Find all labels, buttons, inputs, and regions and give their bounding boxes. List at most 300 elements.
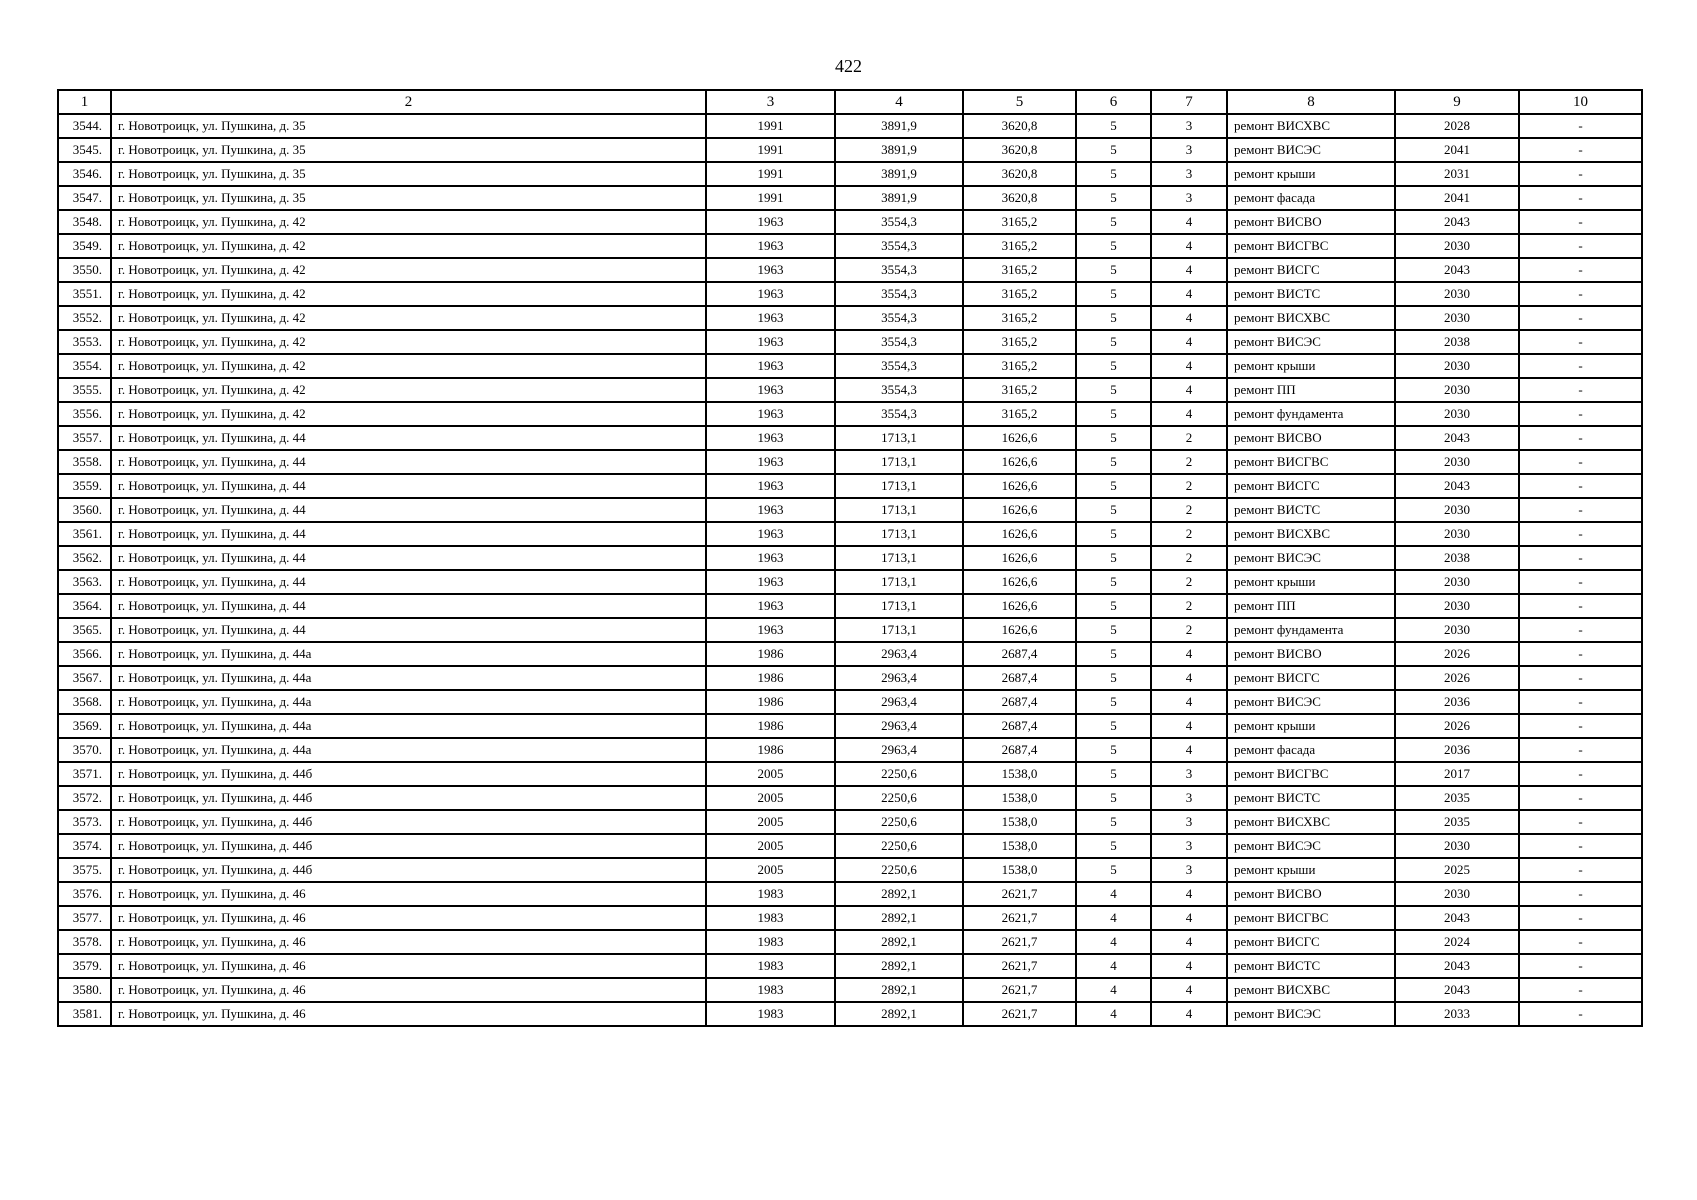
planned-year-cell: 2043 bbox=[1395, 954, 1519, 978]
floors-cell: 5 bbox=[1076, 522, 1151, 546]
living-area-cell: 3620,8 bbox=[963, 162, 1076, 186]
planned-year-cell: 2038 bbox=[1395, 546, 1519, 570]
table-row bbox=[58, 546, 1642, 570]
entrances-cell: 4 bbox=[1151, 690, 1227, 714]
year-built-cell: 1983 bbox=[706, 930, 835, 954]
table-body bbox=[58, 114, 1642, 1026]
table-row bbox=[58, 330, 1642, 354]
planned-year-cell: 2030 bbox=[1395, 282, 1519, 306]
year-built-cell: 1986 bbox=[706, 738, 835, 762]
living-area-cell: 1538,0 bbox=[963, 786, 1076, 810]
column-header: 1 bbox=[58, 90, 111, 114]
address-cell: г. Новотроицк, ул. Пушкина, д. 44 bbox=[111, 522, 706, 546]
table-row bbox=[58, 906, 1642, 930]
living-area-cell: 1626,6 bbox=[963, 594, 1076, 618]
floors-cell: 5 bbox=[1076, 642, 1151, 666]
row-number-cell: 3551. bbox=[58, 282, 111, 306]
work-type-cell: ремонт ВИСЭС bbox=[1227, 546, 1395, 570]
entrances-cell: 2 bbox=[1151, 522, 1227, 546]
entrances-cell: 4 bbox=[1151, 402, 1227, 426]
total-area-cell: 1713,1 bbox=[835, 450, 963, 474]
entrances-cell: 2 bbox=[1151, 474, 1227, 498]
entrances-cell: 2 bbox=[1151, 570, 1227, 594]
work-type-cell: ремонт крыши bbox=[1227, 570, 1395, 594]
work-type-cell: ремонт ВИСТС bbox=[1227, 498, 1395, 522]
address-cell: г. Новотроицк, ул. Пушкина, д. 46 bbox=[111, 954, 706, 978]
total-area-cell: 2892,1 bbox=[835, 882, 963, 906]
row-number-cell: 3579. bbox=[58, 954, 111, 978]
total-area-cell: 2250,6 bbox=[835, 834, 963, 858]
floors-cell: 5 bbox=[1076, 666, 1151, 690]
total-area-cell: 3554,3 bbox=[835, 258, 963, 282]
row-number-cell: 3577. bbox=[58, 906, 111, 930]
entrances-cell: 4 bbox=[1151, 378, 1227, 402]
entrances-cell: 3 bbox=[1151, 858, 1227, 882]
year-built-cell: 2005 bbox=[706, 858, 835, 882]
entrances-cell: 2 bbox=[1151, 450, 1227, 474]
living-area-cell: 1626,6 bbox=[963, 618, 1076, 642]
total-area-cell: 3554,3 bbox=[835, 306, 963, 330]
floors-cell: 5 bbox=[1076, 738, 1151, 762]
table-row bbox=[58, 642, 1642, 666]
floors-cell: 5 bbox=[1076, 234, 1151, 258]
living-area-cell: 3165,2 bbox=[963, 402, 1076, 426]
total-area-cell: 2892,1 bbox=[835, 954, 963, 978]
address-cell: г. Новотроицк, ул. Пушкина, д. 35 bbox=[111, 186, 706, 210]
planned-year-cell: 2041 bbox=[1395, 186, 1519, 210]
work-type-cell: ремонт фасада bbox=[1227, 186, 1395, 210]
entrances-cell: 4 bbox=[1151, 882, 1227, 906]
year-built-cell: 1983 bbox=[706, 1002, 835, 1026]
row-number-cell: 3564. bbox=[58, 594, 111, 618]
note-cell: - bbox=[1519, 258, 1642, 282]
floors-cell: 5 bbox=[1076, 426, 1151, 450]
planned-year-cell: 2043 bbox=[1395, 210, 1519, 234]
row-number-cell: 3558. bbox=[58, 450, 111, 474]
living-area-cell: 1538,0 bbox=[963, 810, 1076, 834]
note-cell: - bbox=[1519, 906, 1642, 930]
row-number-cell: 3567. bbox=[58, 666, 111, 690]
floors-cell: 5 bbox=[1076, 330, 1151, 354]
work-type-cell: ремонт ВИСГС bbox=[1227, 474, 1395, 498]
planned-year-cell: 2030 bbox=[1395, 618, 1519, 642]
address-cell: г. Новотроицк, ул. Пушкина, д. 44 bbox=[111, 498, 706, 522]
note-cell: - bbox=[1519, 834, 1642, 858]
header-row bbox=[58, 90, 1642, 114]
floors-cell: 5 bbox=[1076, 402, 1151, 426]
entrances-cell: 2 bbox=[1151, 618, 1227, 642]
note-cell: - bbox=[1519, 714, 1642, 738]
row-number-cell: 3545. bbox=[58, 138, 111, 162]
work-type-cell: ремонт крыши bbox=[1227, 714, 1395, 738]
living-area-cell: 1626,6 bbox=[963, 474, 1076, 498]
entrances-cell: 4 bbox=[1151, 306, 1227, 330]
living-area-cell: 2621,7 bbox=[963, 882, 1076, 906]
work-type-cell: ремонт ВИСХВС bbox=[1227, 114, 1395, 138]
floors-cell: 5 bbox=[1076, 210, 1151, 234]
table-row bbox=[58, 378, 1642, 402]
entrances-cell: 4 bbox=[1151, 234, 1227, 258]
page-number: 422 bbox=[835, 56, 862, 76]
total-area-cell: 2250,6 bbox=[835, 786, 963, 810]
address-cell: г. Новотроицк, ул. Пушкина, д. 44а bbox=[111, 690, 706, 714]
address-cell: г. Новотроицк, ул. Пушкина, д. 42 bbox=[111, 258, 706, 282]
row-number-cell: 3576. bbox=[58, 882, 111, 906]
total-area-cell: 3554,3 bbox=[835, 378, 963, 402]
entrances-cell: 4 bbox=[1151, 714, 1227, 738]
total-area-cell: 3891,9 bbox=[835, 114, 963, 138]
total-area-cell: 3554,3 bbox=[835, 354, 963, 378]
planned-year-cell: 2030 bbox=[1395, 882, 1519, 906]
note-cell: - bbox=[1519, 666, 1642, 690]
planned-year-cell: 2026 bbox=[1395, 714, 1519, 738]
floors-cell: 4 bbox=[1076, 978, 1151, 1002]
year-built-cell: 2005 bbox=[706, 810, 835, 834]
address-cell: г. Новотроицк, ул. Пушкина, д. 44 bbox=[111, 618, 706, 642]
floors-cell: 5 bbox=[1076, 186, 1151, 210]
column-header: 7 bbox=[1151, 90, 1227, 114]
planned-year-cell: 2038 bbox=[1395, 330, 1519, 354]
work-type-cell: ремонт крыши bbox=[1227, 354, 1395, 378]
work-type-cell: ремонт ВИСХВС bbox=[1227, 978, 1395, 1002]
row-number-cell: 3565. bbox=[58, 618, 111, 642]
living-area-cell: 2687,4 bbox=[963, 666, 1076, 690]
planned-year-cell: 2043 bbox=[1395, 258, 1519, 282]
year-built-cell: 2005 bbox=[706, 762, 835, 786]
year-built-cell: 1991 bbox=[706, 186, 835, 210]
planned-year-cell: 2026 bbox=[1395, 666, 1519, 690]
entrances-cell: 3 bbox=[1151, 114, 1227, 138]
total-area-cell: 3891,9 bbox=[835, 162, 963, 186]
row-number-cell: 3557. bbox=[58, 426, 111, 450]
note-cell: - bbox=[1519, 378, 1642, 402]
year-built-cell: 1986 bbox=[706, 714, 835, 738]
planned-year-cell: 2017 bbox=[1395, 762, 1519, 786]
table-row bbox=[58, 282, 1642, 306]
entrances-cell: 3 bbox=[1151, 786, 1227, 810]
total-area-cell: 3554,3 bbox=[835, 234, 963, 258]
living-area-cell: 2621,7 bbox=[963, 954, 1076, 978]
note-cell: - bbox=[1519, 282, 1642, 306]
row-number-cell: 3547. bbox=[58, 186, 111, 210]
address-cell: г. Новотроицк, ул. Пушкина, д. 44 bbox=[111, 426, 706, 450]
note-cell: - bbox=[1519, 570, 1642, 594]
entrances-cell: 4 bbox=[1151, 210, 1227, 234]
planned-year-cell: 2025 bbox=[1395, 858, 1519, 882]
total-area-cell: 2250,6 bbox=[835, 810, 963, 834]
living-area-cell: 3165,2 bbox=[963, 282, 1076, 306]
work-type-cell: ремонт ПП bbox=[1227, 378, 1395, 402]
planned-year-cell: 2041 bbox=[1395, 138, 1519, 162]
year-built-cell: 1991 bbox=[706, 162, 835, 186]
work-type-cell: ремонт ВИСГВС bbox=[1227, 906, 1395, 930]
note-cell: - bbox=[1519, 930, 1642, 954]
entrances-cell: 3 bbox=[1151, 834, 1227, 858]
floors-cell: 5 bbox=[1076, 498, 1151, 522]
note-cell: - bbox=[1519, 810, 1642, 834]
note-cell: - bbox=[1519, 642, 1642, 666]
row-number-cell: 3549. bbox=[58, 234, 111, 258]
planned-year-cell: 2035 bbox=[1395, 810, 1519, 834]
total-area-cell: 2963,4 bbox=[835, 666, 963, 690]
address-cell: г. Новотроицк, ул. Пушкина, д. 44б bbox=[111, 810, 706, 834]
entrances-cell: 2 bbox=[1151, 546, 1227, 570]
row-number-cell: 3554. bbox=[58, 354, 111, 378]
work-type-cell: ремонт ВИСЭС bbox=[1227, 834, 1395, 858]
planned-year-cell: 2035 bbox=[1395, 786, 1519, 810]
living-area-cell: 2687,4 bbox=[963, 690, 1076, 714]
year-built-cell: 1963 bbox=[706, 210, 835, 234]
total-area-cell: 1713,1 bbox=[835, 570, 963, 594]
year-built-cell: 2005 bbox=[706, 786, 835, 810]
address-cell: г. Новотроицк, ул. Пушкина, д. 44 bbox=[111, 570, 706, 594]
total-area-cell: 1713,1 bbox=[835, 546, 963, 570]
address-cell: г. Новотроицк, ул. Пушкина, д. 42 bbox=[111, 306, 706, 330]
address-cell: г. Новотроицк, ул. Пушкина, д. 44 bbox=[111, 594, 706, 618]
year-built-cell: 1963 bbox=[706, 546, 835, 570]
column-header: 10 bbox=[1519, 90, 1642, 114]
planned-year-cell: 2030 bbox=[1395, 378, 1519, 402]
floors-cell: 4 bbox=[1076, 906, 1151, 930]
total-area-cell: 2963,4 bbox=[835, 738, 963, 762]
floors-cell: 5 bbox=[1076, 450, 1151, 474]
note-cell: - bbox=[1519, 138, 1642, 162]
note-cell: - bbox=[1519, 354, 1642, 378]
row-number-cell: 3570. bbox=[58, 738, 111, 762]
entrances-cell: 3 bbox=[1151, 162, 1227, 186]
entrances-cell: 4 bbox=[1151, 330, 1227, 354]
note-cell: - bbox=[1519, 450, 1642, 474]
planned-year-cell: 2036 bbox=[1395, 690, 1519, 714]
row-number-cell: 3550. bbox=[58, 258, 111, 282]
address-cell: г. Новотроицк, ул. Пушкина, д. 42 bbox=[111, 210, 706, 234]
row-number-cell: 3560. bbox=[58, 498, 111, 522]
planned-year-cell: 2036 bbox=[1395, 738, 1519, 762]
work-type-cell: ремонт ВИСЭС bbox=[1227, 330, 1395, 354]
year-built-cell: 1963 bbox=[706, 258, 835, 282]
total-area-cell: 2892,1 bbox=[835, 906, 963, 930]
note-cell: - bbox=[1519, 762, 1642, 786]
year-built-cell: 1983 bbox=[706, 906, 835, 930]
total-area-cell: 1713,1 bbox=[835, 594, 963, 618]
entrances-cell: 4 bbox=[1151, 258, 1227, 282]
table-row bbox=[58, 762, 1642, 786]
note-cell: - bbox=[1519, 402, 1642, 426]
note-cell: - bbox=[1519, 522, 1642, 546]
table-row bbox=[58, 114, 1642, 138]
floors-cell: 5 bbox=[1076, 114, 1151, 138]
work-type-cell: ремонт ПП bbox=[1227, 594, 1395, 618]
floors-cell: 5 bbox=[1076, 810, 1151, 834]
note-cell: - bbox=[1519, 882, 1642, 906]
row-number-cell: 3546. bbox=[58, 162, 111, 186]
living-area-cell: 3620,8 bbox=[963, 138, 1076, 162]
floors-cell: 5 bbox=[1076, 258, 1151, 282]
table-row bbox=[58, 426, 1642, 450]
living-area-cell: 2687,4 bbox=[963, 738, 1076, 762]
row-number-cell: 3575. bbox=[58, 858, 111, 882]
entrances-cell: 3 bbox=[1151, 810, 1227, 834]
floors-cell: 5 bbox=[1076, 690, 1151, 714]
table-row bbox=[58, 354, 1642, 378]
row-number-cell: 3581. bbox=[58, 1002, 111, 1026]
living-area-cell: 2621,7 bbox=[963, 930, 1076, 954]
note-cell: - bbox=[1519, 426, 1642, 450]
entrances-cell: 4 bbox=[1151, 642, 1227, 666]
table-row bbox=[58, 690, 1642, 714]
entrances-cell: 3 bbox=[1151, 762, 1227, 786]
year-built-cell: 1986 bbox=[706, 666, 835, 690]
table-row bbox=[58, 858, 1642, 882]
planned-year-cell: 2030 bbox=[1395, 834, 1519, 858]
year-built-cell: 1963 bbox=[706, 618, 835, 642]
address-cell: г. Новотроицк, ул. Пушкина, д. 42 bbox=[111, 402, 706, 426]
note-cell: - bbox=[1519, 690, 1642, 714]
total-area-cell: 2250,6 bbox=[835, 762, 963, 786]
work-type-cell: ремонт фасада bbox=[1227, 738, 1395, 762]
planned-year-cell: 2033 bbox=[1395, 1002, 1519, 1026]
column-header: 5 bbox=[963, 90, 1076, 114]
column-header: 2 bbox=[111, 90, 706, 114]
floors-cell: 5 bbox=[1076, 594, 1151, 618]
floors-cell: 5 bbox=[1076, 282, 1151, 306]
work-type-cell: ремонт ВИСВО bbox=[1227, 210, 1395, 234]
entrances-cell: 4 bbox=[1151, 978, 1227, 1002]
floors-cell: 5 bbox=[1076, 162, 1151, 186]
year-built-cell: 1963 bbox=[706, 594, 835, 618]
address-cell: г. Новотроицк, ул. Пушкина, д. 46 bbox=[111, 882, 706, 906]
entrances-cell: 4 bbox=[1151, 282, 1227, 306]
planned-year-cell: 2026 bbox=[1395, 642, 1519, 666]
total-area-cell: 1713,1 bbox=[835, 498, 963, 522]
planned-year-cell: 2030 bbox=[1395, 402, 1519, 426]
planned-year-cell: 2030 bbox=[1395, 570, 1519, 594]
address-cell: г. Новотроицк, ул. Пушкина, д. 35 bbox=[111, 162, 706, 186]
total-area-cell: 1713,1 bbox=[835, 474, 963, 498]
floors-cell: 4 bbox=[1076, 1002, 1151, 1026]
total-area-cell: 3891,9 bbox=[835, 186, 963, 210]
year-built-cell: 1963 bbox=[706, 282, 835, 306]
work-type-cell: ремонт ВИСХВС bbox=[1227, 306, 1395, 330]
note-cell: - bbox=[1519, 474, 1642, 498]
note-cell: - bbox=[1519, 306, 1642, 330]
row-number-cell: 3559. bbox=[58, 474, 111, 498]
work-type-cell: ремонт ВИСХВС bbox=[1227, 810, 1395, 834]
address-cell: г. Новотроицк, ул. Пушкина, д. 44б bbox=[111, 834, 706, 858]
total-area-cell: 3891,9 bbox=[835, 138, 963, 162]
table-row bbox=[58, 666, 1642, 690]
work-type-cell: ремонт ВИСГС bbox=[1227, 666, 1395, 690]
work-type-cell: ремонт крыши bbox=[1227, 858, 1395, 882]
work-type-cell: ремонт ВИСГС bbox=[1227, 930, 1395, 954]
table-row bbox=[58, 474, 1642, 498]
note-cell: - bbox=[1519, 738, 1642, 762]
note-cell: - bbox=[1519, 858, 1642, 882]
year-built-cell: 1983 bbox=[706, 882, 835, 906]
entrances-cell: 4 bbox=[1151, 354, 1227, 378]
living-area-cell: 1538,0 bbox=[963, 858, 1076, 882]
floors-cell: 5 bbox=[1076, 834, 1151, 858]
table-row bbox=[58, 594, 1642, 618]
entrances-cell: 4 bbox=[1151, 738, 1227, 762]
planned-year-cell: 2043 bbox=[1395, 978, 1519, 1002]
column-header: 9 bbox=[1395, 90, 1519, 114]
note-cell: - bbox=[1519, 114, 1642, 138]
living-area-cell: 2687,4 bbox=[963, 642, 1076, 666]
floors-cell: 5 bbox=[1076, 714, 1151, 738]
address-cell: г. Новотроицк, ул. Пушкина, д. 35 bbox=[111, 114, 706, 138]
total-area-cell: 1713,1 bbox=[835, 426, 963, 450]
living-area-cell: 1538,0 bbox=[963, 762, 1076, 786]
living-area-cell: 1626,6 bbox=[963, 498, 1076, 522]
work-type-cell: ремонт ВИСВО bbox=[1227, 642, 1395, 666]
row-number-cell: 3572. bbox=[58, 786, 111, 810]
table-row bbox=[58, 498, 1642, 522]
year-built-cell: 2005 bbox=[706, 834, 835, 858]
planned-year-cell: 2043 bbox=[1395, 906, 1519, 930]
year-built-cell: 1963 bbox=[706, 474, 835, 498]
table-row bbox=[58, 162, 1642, 186]
total-area-cell: 3554,3 bbox=[835, 330, 963, 354]
year-built-cell: 1963 bbox=[706, 378, 835, 402]
work-type-cell: ремонт ВИСХВС bbox=[1227, 522, 1395, 546]
row-number-cell: 3568. bbox=[58, 690, 111, 714]
note-cell: - bbox=[1519, 162, 1642, 186]
address-cell: г. Новотроицк, ул. Пушкина, д. 44 bbox=[111, 450, 706, 474]
row-number-cell: 3578. bbox=[58, 930, 111, 954]
floors-cell: 5 bbox=[1076, 618, 1151, 642]
planned-year-cell: 2043 bbox=[1395, 426, 1519, 450]
column-header: 6 bbox=[1076, 90, 1151, 114]
living-area-cell: 3620,8 bbox=[963, 114, 1076, 138]
entrances-cell: 4 bbox=[1151, 666, 1227, 690]
note-cell: - bbox=[1519, 186, 1642, 210]
floors-cell: 5 bbox=[1076, 138, 1151, 162]
address-cell: г. Новотроицк, ул. Пушкина, д. 46 bbox=[111, 930, 706, 954]
note-cell: - bbox=[1519, 1002, 1642, 1026]
row-number-cell: 3569. bbox=[58, 714, 111, 738]
work-type-cell: ремонт ВИСТС bbox=[1227, 282, 1395, 306]
planned-year-cell: 2030 bbox=[1395, 498, 1519, 522]
entrances-cell: 2 bbox=[1151, 498, 1227, 522]
total-area-cell: 1713,1 bbox=[835, 618, 963, 642]
planned-year-cell: 2031 bbox=[1395, 162, 1519, 186]
work-type-cell: ремонт ВИСГС bbox=[1227, 258, 1395, 282]
repair-schedule-table bbox=[57, 89, 1643, 1027]
living-area-cell: 2621,7 bbox=[963, 906, 1076, 930]
table-row bbox=[58, 714, 1642, 738]
planned-year-cell: 2028 bbox=[1395, 114, 1519, 138]
row-number-cell: 3580. bbox=[58, 978, 111, 1002]
row-number-cell: 3553. bbox=[58, 330, 111, 354]
floors-cell: 5 bbox=[1076, 570, 1151, 594]
table-row bbox=[58, 138, 1642, 162]
total-area-cell: 3554,3 bbox=[835, 210, 963, 234]
address-cell: г. Новотроицк, ул. Пушкина, д. 46 bbox=[111, 978, 706, 1002]
year-built-cell: 1963 bbox=[706, 354, 835, 378]
table-row bbox=[58, 882, 1642, 906]
work-type-cell: ремонт ВИСЭС bbox=[1227, 1002, 1395, 1026]
note-cell: - bbox=[1519, 786, 1642, 810]
note-cell: - bbox=[1519, 954, 1642, 978]
row-number-cell: 3571. bbox=[58, 762, 111, 786]
entrances-cell: 4 bbox=[1151, 906, 1227, 930]
living-area-cell: 3165,2 bbox=[963, 378, 1076, 402]
note-cell: - bbox=[1519, 498, 1642, 522]
entrances-cell: 3 bbox=[1151, 186, 1227, 210]
living-area-cell: 1626,6 bbox=[963, 522, 1076, 546]
living-area-cell: 3165,2 bbox=[963, 330, 1076, 354]
